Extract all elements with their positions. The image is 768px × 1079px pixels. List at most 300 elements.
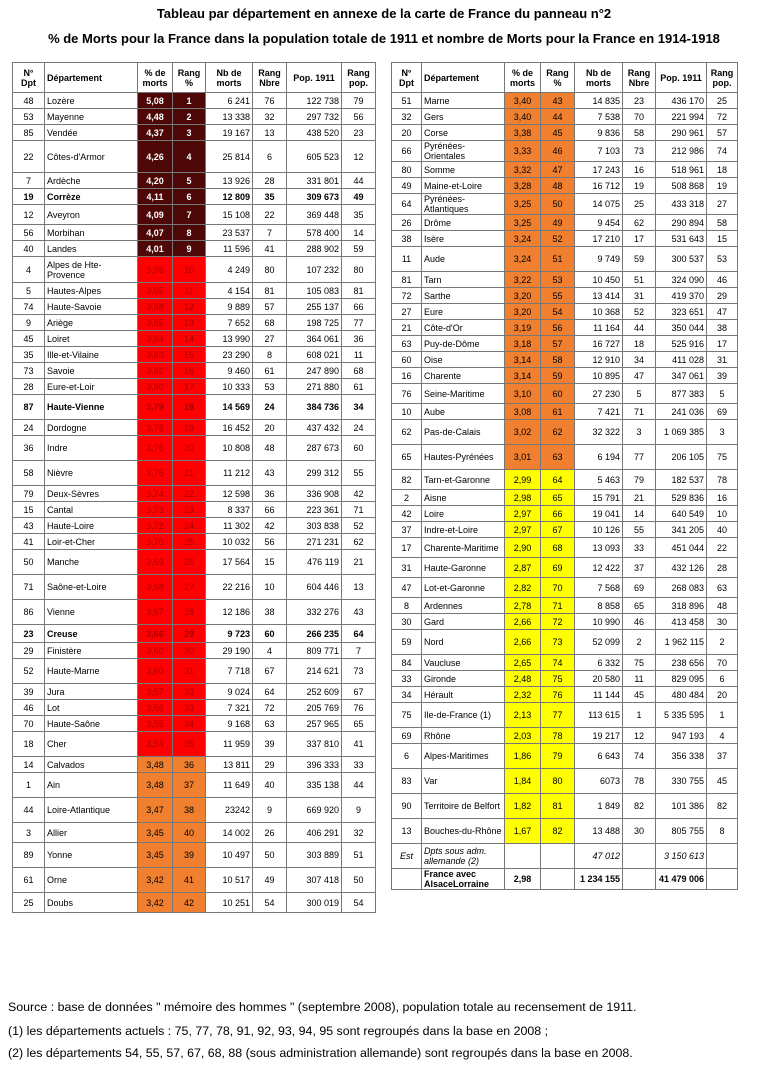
- rank-pct: 51: [541, 247, 575, 272]
- rank-nb: 63: [253, 716, 287, 732]
- pct-morts: 3,57: [138, 684, 173, 700]
- pct-morts: 3,32: [505, 162, 541, 178]
- dept-number: 50: [13, 550, 45, 575]
- pct-morts: 2,90: [505, 538, 541, 558]
- table-row: [392, 490, 738, 506]
- dept-number: 28: [13, 379, 45, 395]
- rank-pct: 54: [541, 304, 575, 320]
- column-header-rank-nb: Rang Nbre: [623, 63, 656, 93]
- rank-nb: 15: [253, 550, 287, 575]
- table-row: [13, 331, 376, 347]
- pct-morts: 3,96: [138, 257, 173, 283]
- nb-morts: 22 216: [206, 575, 253, 600]
- rank-pop: 46: [707, 272, 738, 288]
- nb-morts: 13 093: [575, 538, 623, 558]
- rank-pct: 71: [541, 598, 575, 614]
- rank-pct: 77: [541, 703, 575, 728]
- dept-name: Charente-Maritime: [422, 538, 505, 558]
- dept-number: 3: [13, 823, 45, 843]
- rank-nb: 40: [253, 773, 287, 798]
- dept-number: 64: [392, 194, 422, 215]
- dept-number: 85: [13, 125, 45, 141]
- rank-nb: 29: [253, 757, 287, 773]
- pct-morts: 3,75: [138, 461, 173, 486]
- dept-name: Alpes de Hte-Provence: [45, 257, 138, 283]
- rank-pct: 44: [541, 109, 575, 125]
- rank-pct: 21: [173, 461, 206, 486]
- table-row: [392, 687, 738, 703]
- rank-pop: 66: [342, 299, 376, 315]
- dept-number: 40: [13, 241, 45, 257]
- pct-morts: 3,84: [138, 331, 173, 347]
- rank-nb: 33: [623, 538, 656, 558]
- rank-pct: 36: [173, 757, 206, 773]
- table-row: [13, 625, 376, 643]
- rank-pct: 39: [173, 843, 206, 868]
- dept-name: Var: [422, 769, 505, 794]
- rank-pop: 73: [342, 659, 376, 684]
- rank-nb: 34: [623, 352, 656, 368]
- rank-pct: 10: [173, 257, 206, 283]
- rank-nb: 7: [253, 225, 287, 241]
- dept-number: 80: [392, 162, 422, 178]
- dept-number: 32: [392, 109, 422, 125]
- dept-name: Oise: [422, 352, 505, 368]
- column-header-nb-morts: Nb de morts: [575, 63, 623, 93]
- rank-pop: 60: [342, 436, 376, 461]
- dept-name: Côtes-d'Armor: [45, 141, 138, 173]
- nb-morts: 10 368: [575, 304, 623, 320]
- nb-morts: 19 041: [575, 506, 623, 522]
- dept-number: 74: [13, 299, 45, 315]
- table-row: [13, 798, 376, 823]
- rank-pop: 11: [342, 347, 376, 363]
- rank-pop: 44: [342, 173, 376, 189]
- pop-1911: 214 621: [287, 659, 342, 684]
- dept-number: 75: [392, 703, 422, 728]
- dept-name: Ile-de-France (1): [422, 703, 505, 728]
- pop-1911: 122 738: [287, 93, 342, 109]
- pop-1911: 221 994: [656, 109, 707, 125]
- pop-1911: 101 386: [656, 794, 707, 819]
- pop-1911: 198 725: [287, 315, 342, 331]
- table-row: [392, 578, 738, 598]
- table-row: [13, 757, 376, 773]
- dept-number: 15: [13, 502, 45, 518]
- pop-1911: 299 312: [287, 461, 342, 486]
- pct-morts: 2,98: [505, 490, 541, 506]
- dept-number: 69: [392, 728, 422, 744]
- pop-1911: 307 418: [287, 868, 342, 893]
- nb-morts: 10 517: [206, 868, 253, 893]
- table-row: [392, 538, 738, 558]
- dept-name: Loire: [422, 506, 505, 522]
- nb-morts: 14 569: [206, 395, 253, 420]
- pct-morts: 3,25: [505, 215, 541, 231]
- rank-pct: 61: [541, 404, 575, 420]
- pop-1911: 212 986: [656, 141, 707, 162]
- pct-morts: 2,82: [505, 578, 541, 598]
- nb-morts: 7 103: [575, 141, 623, 162]
- nb-morts: 4 154: [206, 283, 253, 299]
- dept-name: Aube: [422, 404, 505, 420]
- rank-pct: 7: [173, 205, 206, 225]
- rank-nb: [623, 869, 656, 890]
- pct-morts: 3,42: [138, 868, 173, 893]
- rank-pop: 62: [342, 534, 376, 550]
- table-row: [13, 141, 376, 173]
- rank-nb: 72: [253, 700, 287, 716]
- rank-pct: 70: [541, 578, 575, 598]
- rank-pop: 56: [342, 109, 376, 125]
- pop-1911: 105 083: [287, 283, 342, 299]
- column-header-pct-morts: % de morts: [138, 63, 173, 93]
- dept-name: Côte-d'Or: [422, 320, 505, 336]
- dept-name: Finistère: [45, 643, 138, 659]
- rank-nb: 78: [623, 769, 656, 794]
- rank-pop: 75: [707, 445, 738, 470]
- nb-morts: 13 488: [575, 819, 623, 844]
- rank-pct: 16: [173, 363, 206, 379]
- rank-pop: 61: [342, 379, 376, 395]
- pop-1911: 287 673: [287, 436, 342, 461]
- nb-morts: 9 454: [575, 215, 623, 231]
- rank-pct: [541, 869, 575, 890]
- rank-pct: 50: [541, 194, 575, 215]
- rank-pct: 8: [173, 225, 206, 241]
- rank-pop: 22: [707, 538, 738, 558]
- dept-name: Lozère: [45, 93, 138, 109]
- nb-morts: 6 194: [575, 445, 623, 470]
- rank-nb: 47: [623, 368, 656, 384]
- dept-number: 39: [13, 684, 45, 700]
- pop-1911: 531 643: [656, 231, 707, 247]
- pop-1911: 437 432: [287, 420, 342, 436]
- rank-nb: 43: [253, 461, 287, 486]
- rank-pct: 6: [173, 189, 206, 205]
- dept-name: Bouches-du-Rhône: [422, 819, 505, 844]
- dept-number: 63: [392, 336, 422, 352]
- rank-pop: 45: [707, 769, 738, 794]
- dept-number: 59: [392, 630, 422, 655]
- dept-number: 21: [392, 320, 422, 336]
- rank-pct: 65: [541, 490, 575, 506]
- rank-pop: 68: [342, 363, 376, 379]
- dept-number: 7: [13, 173, 45, 189]
- nb-morts: 12 422: [575, 558, 623, 578]
- rank-pct: 33: [173, 700, 206, 716]
- rank-pct: 42: [173, 893, 206, 913]
- dept-name: Cantal: [45, 502, 138, 518]
- table-row: [392, 336, 738, 352]
- pct-morts: 4,11: [138, 189, 173, 205]
- pop-1911: 605 523: [287, 141, 342, 173]
- dept-name: Pyrénées-Orientales: [422, 141, 505, 162]
- rank-pop: 42: [342, 486, 376, 502]
- rank-nb: 35: [253, 189, 287, 205]
- dept-name: Yonne: [45, 843, 138, 868]
- pct-morts: 3,20: [505, 304, 541, 320]
- rank-pct: 76: [541, 687, 575, 703]
- pct-morts: 3,40: [505, 93, 541, 109]
- rank-pct: 2: [173, 109, 206, 125]
- pop-1911: 309 673: [287, 189, 342, 205]
- pct-morts: 3,42: [138, 893, 173, 913]
- pct-morts: 3,40: [505, 109, 541, 125]
- nb-morts: 10 497: [206, 843, 253, 868]
- table-row: [392, 445, 738, 470]
- dept-number: 52: [13, 659, 45, 684]
- dept-name: Somme: [422, 162, 505, 178]
- rank-pop: 33: [342, 757, 376, 773]
- pop-1911: 604 446: [287, 575, 342, 600]
- nb-morts: 1 849: [575, 794, 623, 819]
- pop-1911: 877 383: [656, 384, 707, 404]
- rank-pct: 60: [541, 384, 575, 404]
- pop-1911: 336 908: [287, 486, 342, 502]
- table-row: [13, 550, 376, 575]
- column-header-rank-pct: Rang %: [173, 63, 206, 93]
- rank-pct: 53: [541, 272, 575, 288]
- pct-morts: 3,95: [138, 283, 173, 299]
- rank-pop: 77: [342, 315, 376, 331]
- rank-nb: 67: [253, 659, 287, 684]
- dept-name: Eure-et-Loir: [45, 379, 138, 395]
- rank-pop: 79: [342, 93, 376, 109]
- dept-number: 51: [392, 93, 422, 109]
- pct-morts: 3,25: [505, 194, 541, 215]
- dept-number: 42: [392, 506, 422, 522]
- right-header-row: [392, 63, 738, 93]
- dept-number: 31: [392, 558, 422, 578]
- table-row: [13, 189, 376, 205]
- nb-morts: 11 302: [206, 518, 253, 534]
- rank-nb: 53: [253, 379, 287, 395]
- rank-nb: 48: [253, 436, 287, 461]
- dept-name: Morbihan: [45, 225, 138, 241]
- nb-morts: 7 421: [575, 404, 623, 420]
- dept-name: Gironde: [422, 671, 505, 687]
- rank-pct: 27: [173, 575, 206, 600]
- column-header-pop-1911: Pop. 1911: [656, 63, 707, 93]
- rank-pop: 35: [342, 205, 376, 225]
- dept-name: Haute-Marne: [45, 659, 138, 684]
- pct-morts: 3,55: [138, 716, 173, 732]
- table-row: [13, 283, 376, 299]
- rank-nb: 18: [623, 336, 656, 352]
- rank-pct: 15: [173, 347, 206, 363]
- table-row: [392, 162, 738, 178]
- dept-number: 25: [13, 893, 45, 913]
- dept-name: Ain: [45, 773, 138, 798]
- rank-pop: 16: [707, 490, 738, 506]
- pct-morts: 1,86: [505, 744, 541, 769]
- column-header-dept-name: Département: [45, 63, 138, 93]
- rank-pop: 10: [707, 506, 738, 522]
- rank-pct: 4: [173, 141, 206, 173]
- pop-1911: 364 061: [287, 331, 342, 347]
- table-row: [13, 868, 376, 893]
- table-row: [13, 716, 376, 732]
- dept-number: 29: [13, 643, 45, 659]
- rank-pop: 74: [707, 141, 738, 162]
- dept-name: Pas-de-Calais: [422, 420, 505, 445]
- dept-number: 34: [392, 687, 422, 703]
- pop-1911: 290 961: [656, 125, 707, 141]
- pop-1911: 300 019: [287, 893, 342, 913]
- dept-number: 72: [392, 288, 422, 304]
- dept-number: 12: [13, 205, 45, 225]
- table-row: [13, 502, 376, 518]
- dept-name: Mayenne: [45, 109, 138, 125]
- rank-nb: 12: [623, 728, 656, 744]
- dept-name: Tarn-et-Garonne: [422, 470, 505, 490]
- rank-nb: 42: [253, 518, 287, 534]
- dept-name: Dordogne: [45, 420, 138, 436]
- pop-1911: 255 137: [287, 299, 342, 315]
- dept-name: Nièvre: [45, 461, 138, 486]
- rank-pop: 6: [707, 671, 738, 687]
- rank-pct: 12: [173, 299, 206, 315]
- rank-nb: 9: [253, 798, 287, 823]
- table-row: [13, 420, 376, 436]
- rank-pct: 78: [541, 728, 575, 744]
- dept-name: Eure: [422, 304, 505, 320]
- rank-pop: 4: [707, 728, 738, 744]
- table-subtitle: % de Morts pour la France dans la population totale de 1911 et nombre de Morts pour la France en 1914-1918: [48, 31, 720, 46]
- dept-name: Haute-Garonne: [422, 558, 505, 578]
- dept-name: Maine-et-Loire: [422, 178, 505, 194]
- rank-pop: 63: [707, 578, 738, 598]
- dept-number: 22: [13, 141, 45, 173]
- pop-1911: 205 769: [287, 700, 342, 716]
- pop-1911: 288 902: [287, 241, 342, 257]
- nb-morts: 19 217: [575, 728, 623, 744]
- table-row: [13, 684, 376, 700]
- pop-1911: 247 890: [287, 363, 342, 379]
- dept-name: Loire-Atlantique: [45, 798, 138, 823]
- nb-morts: 27 230: [575, 384, 623, 404]
- rank-nb: 13: [253, 125, 287, 141]
- nb-morts: 7 652: [206, 315, 253, 331]
- pop-1911: 480 484: [656, 687, 707, 703]
- nb-morts: 10 032: [206, 534, 253, 550]
- pct-morts: 3,14: [505, 368, 541, 384]
- pop-1911: 413 458: [656, 614, 707, 630]
- rank-nb: 68: [253, 315, 287, 331]
- table-row: [13, 659, 376, 684]
- rank-nb: 60: [253, 625, 287, 643]
- rank-pop: 39: [707, 368, 738, 384]
- pct-morts: 4,20: [138, 173, 173, 189]
- dept-name: Creuse: [45, 625, 138, 643]
- rank-pop: 3: [707, 420, 738, 445]
- dept-number: 82: [392, 470, 422, 490]
- pct-morts: 3,60: [138, 643, 173, 659]
- dept-name: Haute-Vienne: [45, 395, 138, 420]
- pop-1911: 396 333: [287, 757, 342, 773]
- rank-nb: 4: [253, 643, 287, 659]
- rank-nb: [623, 844, 656, 869]
- pct-morts: 3,45: [138, 823, 173, 843]
- rank-nb: 79: [623, 470, 656, 490]
- pop-1911: 324 090: [656, 272, 707, 288]
- nb-morts: 15 108: [206, 205, 253, 225]
- table-row: [13, 643, 376, 659]
- dept-name: Drôme: [422, 215, 505, 231]
- nb-morts: 12 910: [575, 352, 623, 368]
- rank-pop: [707, 869, 738, 890]
- nb-morts: 15 791: [575, 490, 623, 506]
- nb-morts: 13 926: [206, 173, 253, 189]
- rank-nb: 41: [253, 241, 287, 257]
- pop-1911: 438 520: [287, 125, 342, 141]
- dept-number: 71: [13, 575, 45, 600]
- rank-pct: 34: [173, 716, 206, 732]
- pct-morts: 3,24: [505, 247, 541, 272]
- pop-1911: 640 549: [656, 506, 707, 522]
- rank-pop: 57: [707, 125, 738, 141]
- table-row: [392, 819, 738, 844]
- dept-number: 26: [392, 215, 422, 231]
- nb-morts: 29 190: [206, 643, 253, 659]
- dept-number: 43: [13, 518, 45, 534]
- dept-number: 44: [13, 798, 45, 823]
- pop-1911: 5 335 595: [656, 703, 707, 728]
- rank-nb: 3: [623, 420, 656, 445]
- dept-name: Cher: [45, 732, 138, 757]
- column-header-rank-pop: Rang pop.: [707, 63, 738, 93]
- nb-morts: 52 099: [575, 630, 623, 655]
- dept-number: 48: [13, 93, 45, 109]
- rank-pct: 73: [541, 630, 575, 655]
- dept-name: Hautes-Pyrénées: [422, 445, 505, 470]
- pct-morts: 3,68: [138, 575, 173, 600]
- nb-morts: 11 959: [206, 732, 253, 757]
- pop-1911: 508 868: [656, 178, 707, 194]
- dept-number: 90: [392, 794, 422, 819]
- table-row: [13, 241, 376, 257]
- source-note: Source : base de données " mémoire des hommes " (septembre 2008), population totale au recensement de 1911.: [8, 1000, 637, 1014]
- nb-morts: 9 024: [206, 684, 253, 700]
- rank-pct: 23: [173, 502, 206, 518]
- nb-morts: 10 895: [575, 368, 623, 384]
- pct-morts: 3,70: [138, 534, 173, 550]
- pop-1911: 303 838: [287, 518, 342, 534]
- table-row: [392, 352, 738, 368]
- table-row: [392, 655, 738, 671]
- rank-nb: 55: [623, 522, 656, 538]
- dept-name: Territoire de Belfort: [422, 794, 505, 819]
- dept-number: 33: [392, 671, 422, 687]
- dept-number: 45: [13, 331, 45, 347]
- rank-nb: 36: [253, 486, 287, 502]
- rank-pct: 40: [173, 823, 206, 843]
- nb-morts: 17 564: [206, 550, 253, 575]
- rank-pop: 80: [342, 257, 376, 283]
- pop-1911: 337 810: [287, 732, 342, 757]
- rank-nb: 70: [623, 109, 656, 125]
- rank-pop: 13: [342, 575, 376, 600]
- pct-morts: 3,72: [138, 518, 173, 534]
- pop-1911: 303 889: [287, 843, 342, 868]
- pct-morts: 3,54: [138, 732, 173, 757]
- dept-name: Puy-de-Dôme: [422, 336, 505, 352]
- pop-1911: 809 771: [287, 643, 342, 659]
- dept-number: 46: [13, 700, 45, 716]
- nb-morts: 6 643: [575, 744, 623, 769]
- pop-1911: 525 916: [656, 336, 707, 352]
